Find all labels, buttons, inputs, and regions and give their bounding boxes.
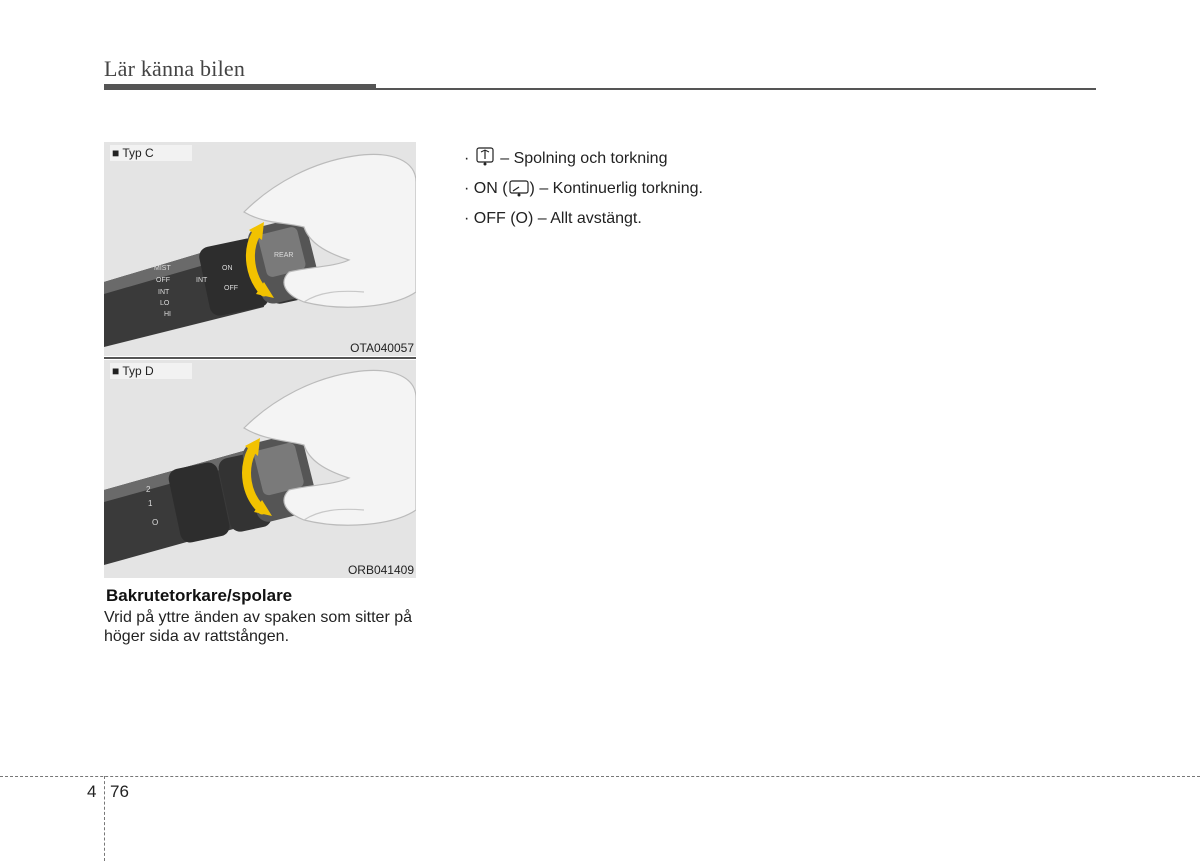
list-item: · OFF (O) – Allt avstängt. xyxy=(464,210,642,227)
bullet-text: – Spolning och torkning xyxy=(500,150,668,167)
footer-dashed-divider xyxy=(104,776,105,861)
stalk-label: LO xyxy=(160,300,170,307)
stalk-label: INT xyxy=(196,277,208,284)
figure-divider xyxy=(104,357,416,359)
header-rule-thick xyxy=(104,84,376,90)
figure-type-c xyxy=(104,142,416,356)
wiper-mode-list xyxy=(464,146,703,232)
stalk-label: O xyxy=(152,518,159,527)
washer-wiper-icon xyxy=(474,147,496,176)
stalk-label: ON xyxy=(222,265,233,272)
stalk-label: OFF xyxy=(224,285,238,292)
figure-code: ORB041409 xyxy=(347,563,414,577)
chapter-number: 4 xyxy=(87,782,97,801)
stalk-label: REAR xyxy=(274,252,294,259)
bullet-prefix: · ON ( xyxy=(464,180,508,197)
chapter-title: Lär känna bilen xyxy=(104,56,246,81)
stalk-label: INT xyxy=(158,289,170,296)
section-body: Vrid på yttre änden av spaken som sitter på höger sida av rattstången. xyxy=(104,609,413,645)
bullet-prefix: · xyxy=(464,150,470,167)
list-item xyxy=(464,146,703,176)
wiper-stalk-illustration-c xyxy=(104,142,416,356)
figure-code: OTA040057 xyxy=(350,341,414,355)
section-heading: Bakrutetorkare/spolare xyxy=(106,586,293,605)
footer-dashed-rule xyxy=(0,776,1200,777)
wiper-icon xyxy=(508,179,530,206)
stalk-label: HI xyxy=(164,311,171,318)
page-number: 76 xyxy=(110,782,129,801)
wiper-stalk-illustration-d xyxy=(104,360,416,578)
bullet-text: ) – Kontinuerlig torkning. xyxy=(529,180,703,197)
figure-type-d xyxy=(104,360,416,578)
figure-label: ■ Typ D xyxy=(110,363,192,379)
stalk-label: 1 xyxy=(148,499,153,508)
stalk-label: MIST xyxy=(154,265,171,272)
header-rule-thin xyxy=(376,88,1096,90)
list-item xyxy=(464,176,703,206)
figure-label: ■ Typ C xyxy=(110,145,192,161)
stalk-label: 2 xyxy=(146,485,151,494)
stalk-label: OFF xyxy=(156,277,170,284)
